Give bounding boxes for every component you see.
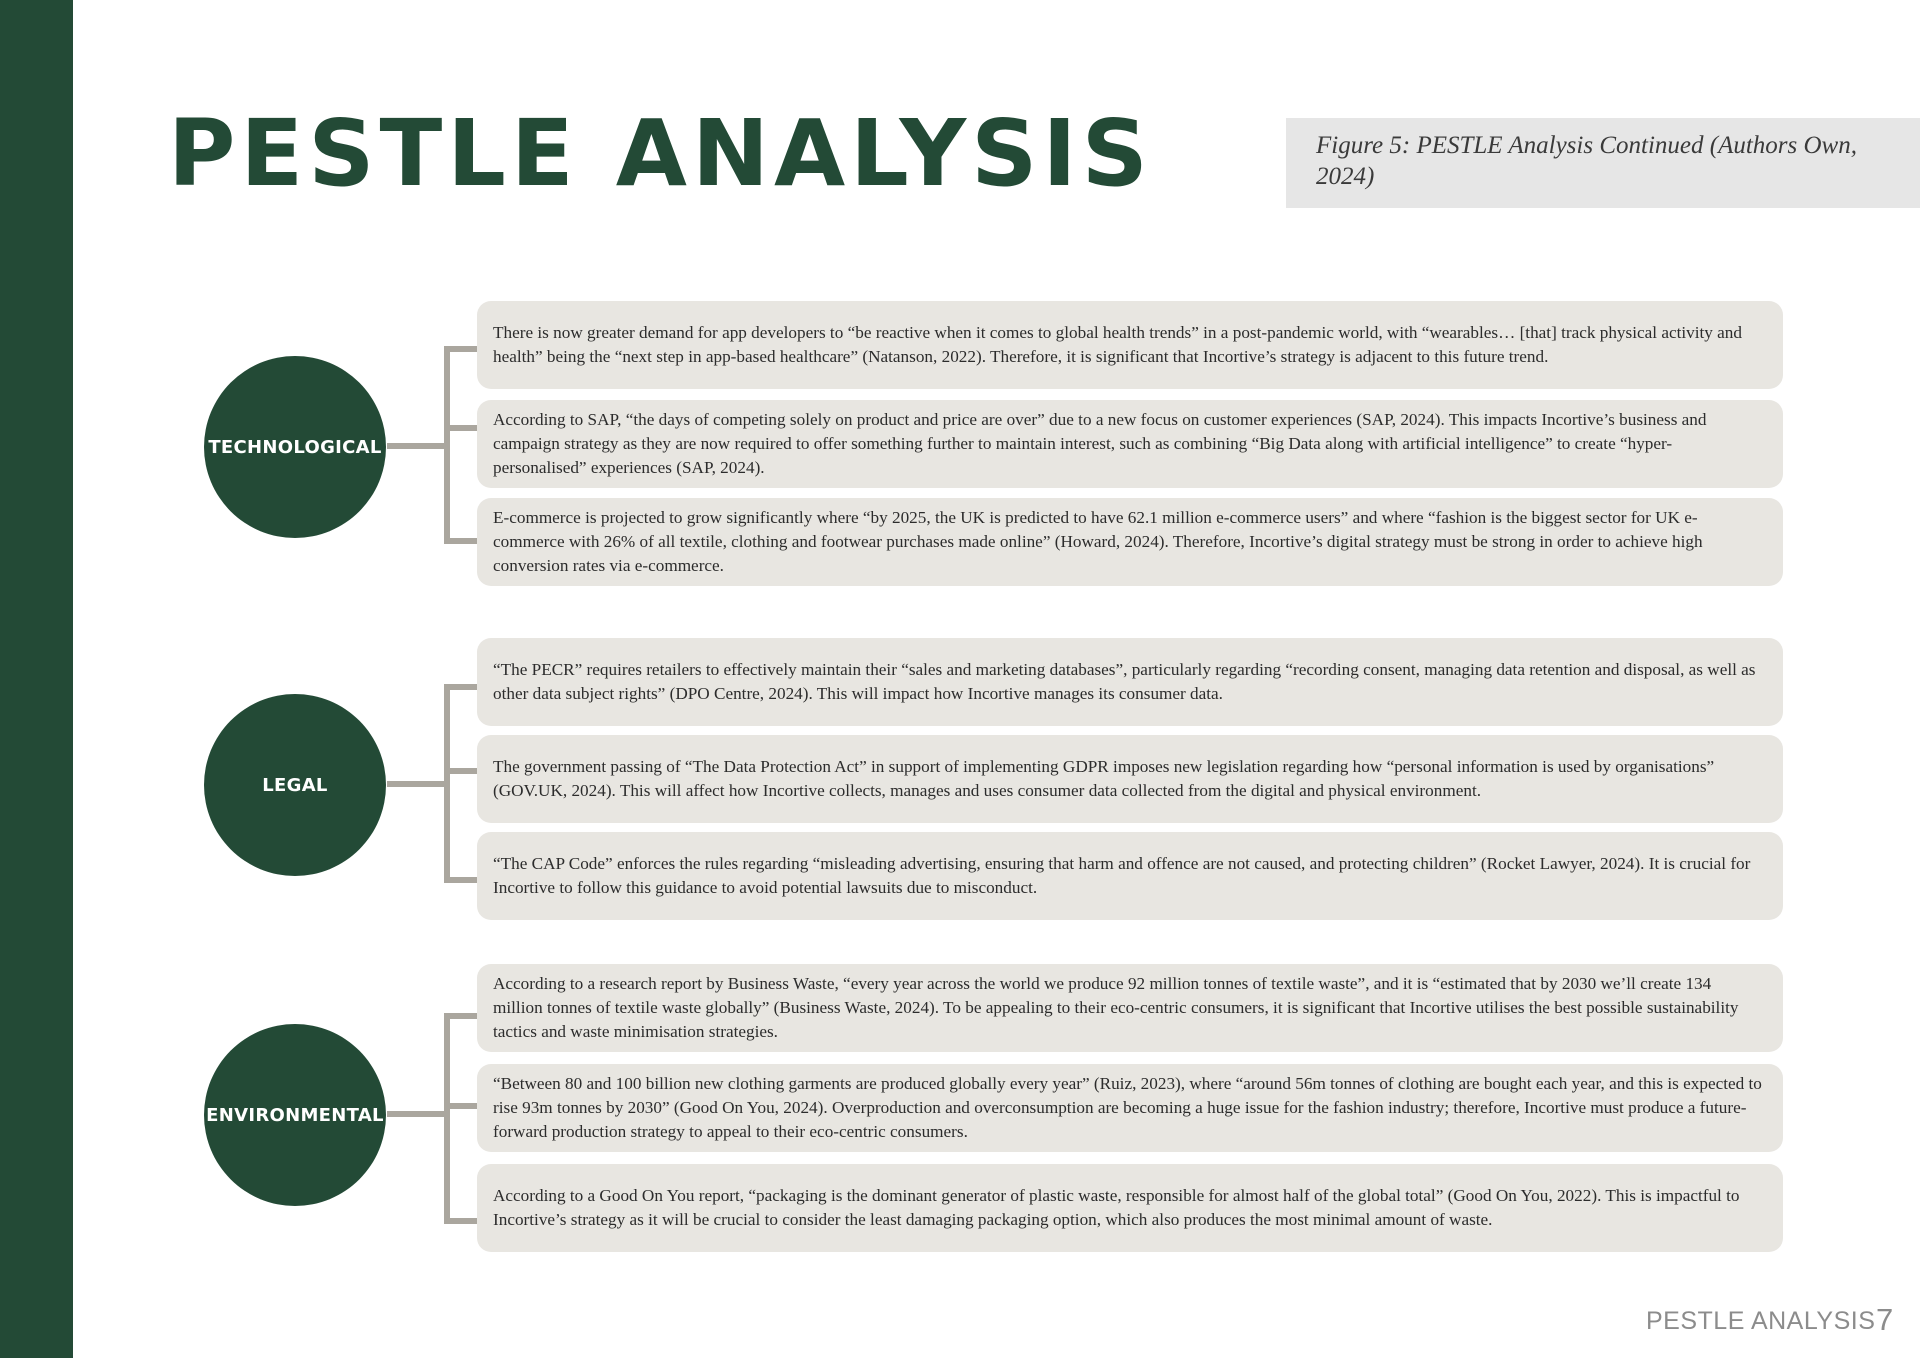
category-circle-environmental: ENVIRONMENTAL: [204, 1024, 386, 1206]
connector-tick: [444, 1013, 477, 1019]
connector-tick: [444, 425, 477, 431]
connector-bracket: [444, 1013, 450, 1224]
analysis-point: According to SAP, “the days of competing solely on product and price are over” due to a new focus on customer experiences (SAP, 2024). This impacts Incortive’s business and campaign strategy as they are now required to offer something further to maintain interest, such as combining “Big Data along with artificial intelligence” to create “hyper-personalised” experiences (SAP, 2024).: [477, 400, 1783, 488]
analysis-point: “The PECR” requires retailers to effectively maintain their “sales and marketing databases”, particularly regarding “recording consent, managing data retention and disposal, as well as other data subject rights” (DPO Centre, 2024). This will impact how Incortive manages its consumer data.: [477, 638, 1783, 726]
category-circle-technological: TECHNOLOGICAL: [204, 356, 386, 538]
connector-horizontal: [387, 1111, 450, 1117]
connector-horizontal: [387, 443, 450, 449]
connector-tick: [444, 1218, 477, 1224]
analysis-point: There is now greater demand for app developers to “be reactive when it comes to global health trends” in a post-pandemic world, with “wearables… [that] track physical activity and health” being the “next step in app-based healthcare” (Natanson, 2022). Therefore, it is significant that Incortive’s strategy is adjacent to this future trend.: [477, 301, 1783, 389]
analysis-point: According to a research report by Business Waste, “every year across the world we produce 92 million tonnes of textile waste”, and it is “estimated that by 2030 we’ll create 134 million tonnes of textile waste globally” (Business Waste, 2024). To be appealing to their eco-centric consumers, it is significant that Incortive utilises the best possible sustainability tactics and waste minimisation strategies.: [477, 964, 1783, 1052]
category-circle-legal: LEGAL: [204, 694, 386, 876]
connector-bracket: [444, 684, 450, 883]
connector-tick: [444, 538, 477, 544]
connector-tick: [444, 684, 477, 690]
footer-section-label: PESTLE ANALYSIS: [1646, 1307, 1876, 1335]
connector-horizontal: [387, 781, 450, 787]
connector-tick: [444, 877, 477, 883]
connector-tick: [444, 768, 477, 774]
page-title: PESTLE ANALYSIS: [168, 100, 1153, 207]
connector-bracket: [444, 346, 450, 544]
analysis-point: The government passing of “The Data Protection Act” in support of implementing GDPR imposes new legislation regarding how “personal information is used by organisations” (GOV.UK, 2024). This will affect how Incortive collects, manages and uses consumer data collected from the digital and physical environment.: [477, 735, 1783, 823]
analysis-point: “Between 80 and 100 billion new clothing garments are produced globally every year” (Ruiz, 2023), where “around 56m tonnes of clothing are bought each year, and this is expected to rise 93m tonnes by 2030” (Good On You, 2024). Overproduction and overconsumption are becoming a huge issue for the fashion industry; therefore, Incortive must produce a future-forward production strategy to appeal to their eco-centric consumers.: [477, 1064, 1783, 1152]
figure-caption: Figure 5: PESTLE Analysis Continued (Authors Own, 2024): [1286, 118, 1920, 208]
analysis-point: “The CAP Code” enforces the rules regarding “misleading advertising, ensuring that harm and offence are not caused, and protecting children” (Rocket Lawyer, 2024). It is crucial for Incortive to follow this guidance to avoid potential lawsuits due to misconduct.: [477, 832, 1783, 920]
analysis-point: According to a Good On You report, “packaging is the dominant generator of plastic waste, responsible for almost half of the global total” (Good On You, 2022). This is impactful to Incortive’s strategy as it will be crucial to consider the least damaging packaging option, which also produces the most minimal amount of waste.: [477, 1164, 1783, 1252]
left-sidebar-bar: [0, 0, 73, 1358]
analysis-point: E-commerce is projected to grow significantly where “by 2025, the UK is predicted to have 62.1 million e-commerce users” and where “fashion is the biggest sector for UK e-commerce with 26% of all textile, clothing and footwear purchases made online” (Howard, 2024). Therefore, Incortive’s digital strategy must be strong in order to achieve high conversion rates via e-commerce.: [477, 498, 1783, 586]
page-number: 7: [1876, 1302, 1894, 1337]
connector-tick: [444, 1103, 477, 1109]
connector-tick: [444, 346, 477, 352]
